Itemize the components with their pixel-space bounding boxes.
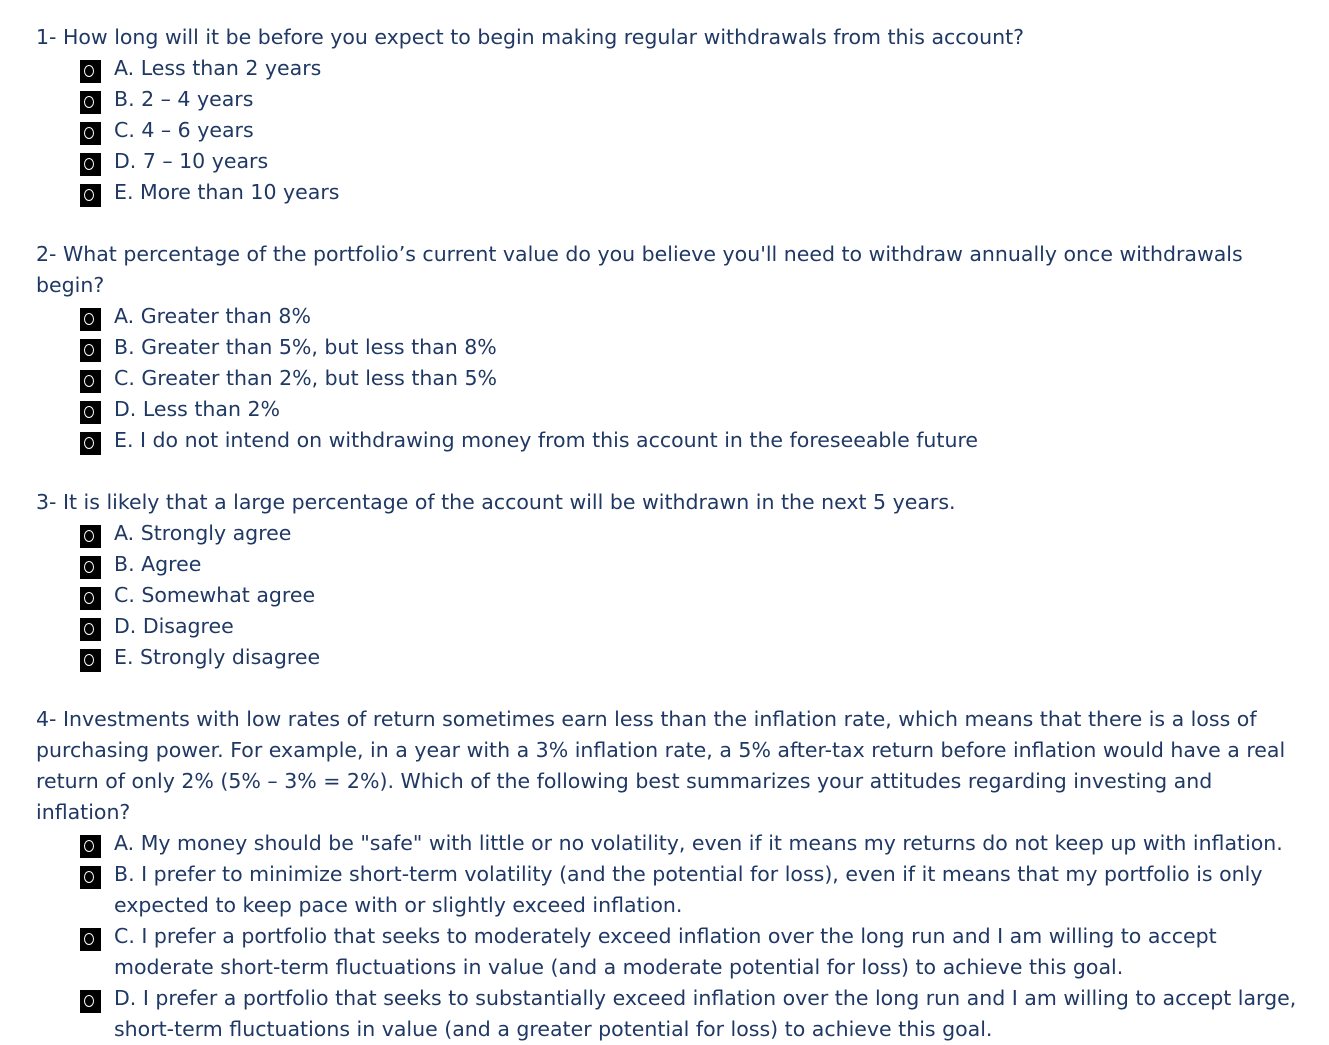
question-2-text: 2- What percentage of the portfolio’s current value do you believe you'll need to withdraw annually once withdrawals begin? <box>36 242 1243 297</box>
question-2-option-a[interactable] <box>36 301 1311 332</box>
question-4-option-c[interactable] <box>36 921 1311 983</box>
question-4-option-d[interactable] <box>36 983 1311 1045</box>
question-3-option-d[interactable] <box>36 611 1311 642</box>
radio-button-icon[interactable] <box>80 835 101 858</box>
radio-button-icon[interactable] <box>80 153 101 176</box>
question-2 <box>36 239 1311 456</box>
question-2-option-b[interactable] <box>36 332 1311 363</box>
question-3-option-c[interactable] <box>36 580 1311 611</box>
radio-button-icon[interactable] <box>80 370 101 393</box>
question-1-text: 1- How long will it be before you expect to begin making regular withdrawals from this account? <box>36 25 1024 49</box>
radio-button-icon[interactable] <box>80 401 101 424</box>
radio-button-icon[interactable] <box>80 618 101 641</box>
radio-button-icon[interactable] <box>80 339 101 362</box>
question-4-option-a[interactable] <box>36 828 1311 859</box>
option-label: B. Greater than 5%, but less than 8% <box>114 335 497 359</box>
questionnaire <box>36 22 1311 1045</box>
option-label: A. Strongly agree <box>114 521 292 545</box>
question-1-option-c[interactable] <box>36 115 1311 146</box>
option-label: D. 7 – 10 years <box>114 149 269 173</box>
question-3-option-b[interactable] <box>36 549 1311 580</box>
radio-button-icon[interactable] <box>80 432 101 455</box>
question-3-option-a[interactable] <box>36 518 1311 549</box>
radio-button-icon[interactable] <box>80 184 101 207</box>
option-label: B. I prefer to minimize short-term volatility (and the potential for loss), even if it means that my portfolio is only expected to keep pace with or slightly exceed inflation. <box>114 862 1263 917</box>
radio-button-icon[interactable] <box>80 587 101 610</box>
radio-button-icon[interactable] <box>80 525 101 548</box>
question-1-option-d[interactable] <box>36 146 1311 177</box>
radio-button-icon[interactable] <box>80 60 101 83</box>
option-label: D. Disagree <box>114 614 234 638</box>
option-label: C. I prefer a portfolio that seeks to moderately exceed inflation over the long run and I am willing to accept moderate short-term fluctuations in value (and a moderate potential for loss) to achieve this goal. <box>114 924 1217 979</box>
option-label: C. Somewhat agree <box>114 583 316 607</box>
option-label: C. 4 – 6 years <box>114 118 254 142</box>
question-4-text: 4- Investments with low rates of return sometimes earn less than the inflation rate, which means that there is a loss of purchasing power. For example, in a year with a 3% inflation rate, a 5% after-tax return before inflation would have a real return of only 2% (5% – 3% = 2%). Which of the following best summarizes your attitudes regarding investing and inflation? <box>36 707 1286 824</box>
question-2-option-c[interactable] <box>36 363 1311 394</box>
radio-button-icon[interactable] <box>80 990 101 1013</box>
option-label: E. I do not intend on withdrawing money from this account in the foreseeable future <box>114 428 979 452</box>
radio-button-icon[interactable] <box>80 649 101 672</box>
question-1 <box>36 22 1311 208</box>
question-4 <box>36 704 1311 1045</box>
question-1-option-e[interactable] <box>36 177 1311 208</box>
question-4-options <box>36 828 1311 1045</box>
radio-button-icon[interactable] <box>80 91 101 114</box>
option-label: C. Greater than 2%, but less than 5% <box>114 366 498 390</box>
option-label: A. My money should be "safe" with little or no volatility, even if it means my returns do not keep up with inflation. <box>114 831 1283 855</box>
option-label: B. 2 – 4 years <box>114 87 254 111</box>
question-3 <box>36 487 1311 673</box>
question-1-options <box>36 53 1311 208</box>
question-1-option-a[interactable] <box>36 53 1311 84</box>
question-3-option-e[interactable] <box>36 642 1311 673</box>
question-2-options <box>36 301 1311 456</box>
option-label: D. I prefer a portfolio that seeks to substantially exceed inflation over the long run and I am willing to accept large, short-term fluctuations in value (and a greater potential for loss) to achieve this goal. <box>114 986 1297 1041</box>
option-label: A. Greater than 8% <box>114 304 311 328</box>
question-3-text: 3- It is likely that a large percentage of the account will be withdrawn in the next 5 years. <box>36 490 956 514</box>
option-label: E. Strongly disagree <box>114 645 321 669</box>
option-label: A. Less than 2 years <box>114 56 322 80</box>
option-label: D. Less than 2% <box>114 397 280 421</box>
radio-button-icon[interactable] <box>80 122 101 145</box>
radio-button-icon[interactable] <box>80 928 101 951</box>
question-3-options <box>36 518 1311 673</box>
radio-button-icon[interactable] <box>80 866 101 889</box>
radio-button-icon[interactable] <box>80 556 101 579</box>
question-2-option-e[interactable] <box>36 425 1311 456</box>
option-label: E. More than 10 years <box>114 180 340 204</box>
question-4-option-b[interactable] <box>36 859 1311 921</box>
radio-button-icon[interactable] <box>80 308 101 331</box>
option-label: B. Agree <box>114 552 202 576</box>
question-2-option-d[interactable] <box>36 394 1311 425</box>
question-1-option-b[interactable] <box>36 84 1311 115</box>
